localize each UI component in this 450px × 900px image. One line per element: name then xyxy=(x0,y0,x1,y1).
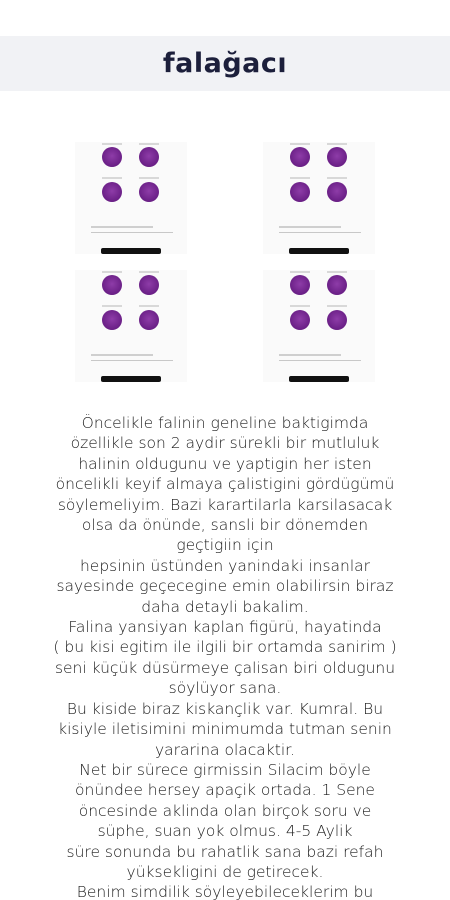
app-screenshot-3[interactable] xyxy=(75,270,187,382)
coffee-cup-photo xyxy=(139,275,159,295)
coffee-cup-photo xyxy=(102,147,122,167)
coffee-cup-photo xyxy=(139,182,159,202)
coffee-cup-photo xyxy=(139,310,159,330)
mini-label xyxy=(290,143,310,145)
mini-label xyxy=(139,271,159,273)
coffee-cup-photo xyxy=(327,310,347,330)
mini-label xyxy=(290,305,310,307)
coffee-cup-photo xyxy=(139,147,159,167)
mini-label xyxy=(139,143,159,145)
coffee-cup-photo xyxy=(102,310,122,330)
mini-text xyxy=(279,226,341,228)
mini-text xyxy=(91,226,153,228)
coffee-cup-photo xyxy=(102,182,122,202)
mini-divider xyxy=(91,360,173,361)
mini-label xyxy=(327,143,347,145)
mini-label xyxy=(102,143,122,145)
mini-button xyxy=(289,248,349,254)
app-header xyxy=(0,36,450,91)
mini-label xyxy=(290,177,310,179)
coffee-cup-photo xyxy=(327,275,347,295)
coffee-cup-photo xyxy=(102,275,122,295)
coffee-cup-photo xyxy=(290,275,310,295)
app-screenshot-4[interactable] xyxy=(263,270,375,382)
mini-divider xyxy=(91,232,173,233)
mini-text xyxy=(279,354,341,356)
mini-label xyxy=(327,177,347,179)
coffee-cup-photo xyxy=(327,182,347,202)
coffee-cup-photo xyxy=(290,147,310,167)
coffee-cup-photo xyxy=(290,182,310,202)
app-logo: falağacı xyxy=(162,48,288,79)
mini-divider xyxy=(279,360,361,361)
mini-text xyxy=(91,354,153,356)
mini-label xyxy=(290,271,310,273)
fortune-reading-text: Öncelikle falinin geneline baktigimda özellikle son 2 aydir sürekli bir mutluluk halinin oldugunu ve yaptigin her isten öncelikli keyif almaya çalistigini gördügümü söylemeliyim. Bazi karartilarla karsilasacak olsa da önünde, sansli bir dönemden geçtigiin için hepsinin üstünden yanindaki insanlar sayesinde geçecegine emin olabilirsin biraz daha detayli bakalim. Falina yansiyan kaplan figürü, hayatinda ( bu kisi egitim ile ilgili bir ortamda sanirim ) seni küçük düsürmeye çalisan biri oldugunu söylüyor sana. Bu kiside biraz kiskançlik var. Kumral. Bu kisiyle iletisimini minimumda tutman senin yararina olacaktir. Net bir sürece girmissin Silacim böyle önündee hersey apaçik ortada. 1 Sene öncesinde aklinda olan birçok soru ve süphe, suan yok olmus. 4-5 Aylik süre sonunda bu rahatlik sana bazi refah yüksekligini de getirecek. Benim simdilik söyleyebileceklerim bu xyxy=(53,414,397,900)
mini-label xyxy=(139,177,159,179)
mini-label xyxy=(327,305,347,307)
mini-divider xyxy=(279,232,361,233)
mini-button xyxy=(101,248,161,254)
mini-button xyxy=(101,376,161,382)
app-screenshot-1[interactable] xyxy=(75,142,187,254)
mini-button xyxy=(289,376,349,382)
screenshot-grid xyxy=(0,140,450,390)
coffee-cup-photo xyxy=(290,310,310,330)
mini-label xyxy=(102,177,122,179)
mini-label xyxy=(102,305,122,307)
mini-label xyxy=(102,271,122,273)
mini-label xyxy=(327,271,347,273)
app-screenshot-2[interactable] xyxy=(263,142,375,254)
mini-label xyxy=(139,305,159,307)
coffee-cup-photo xyxy=(327,147,347,167)
